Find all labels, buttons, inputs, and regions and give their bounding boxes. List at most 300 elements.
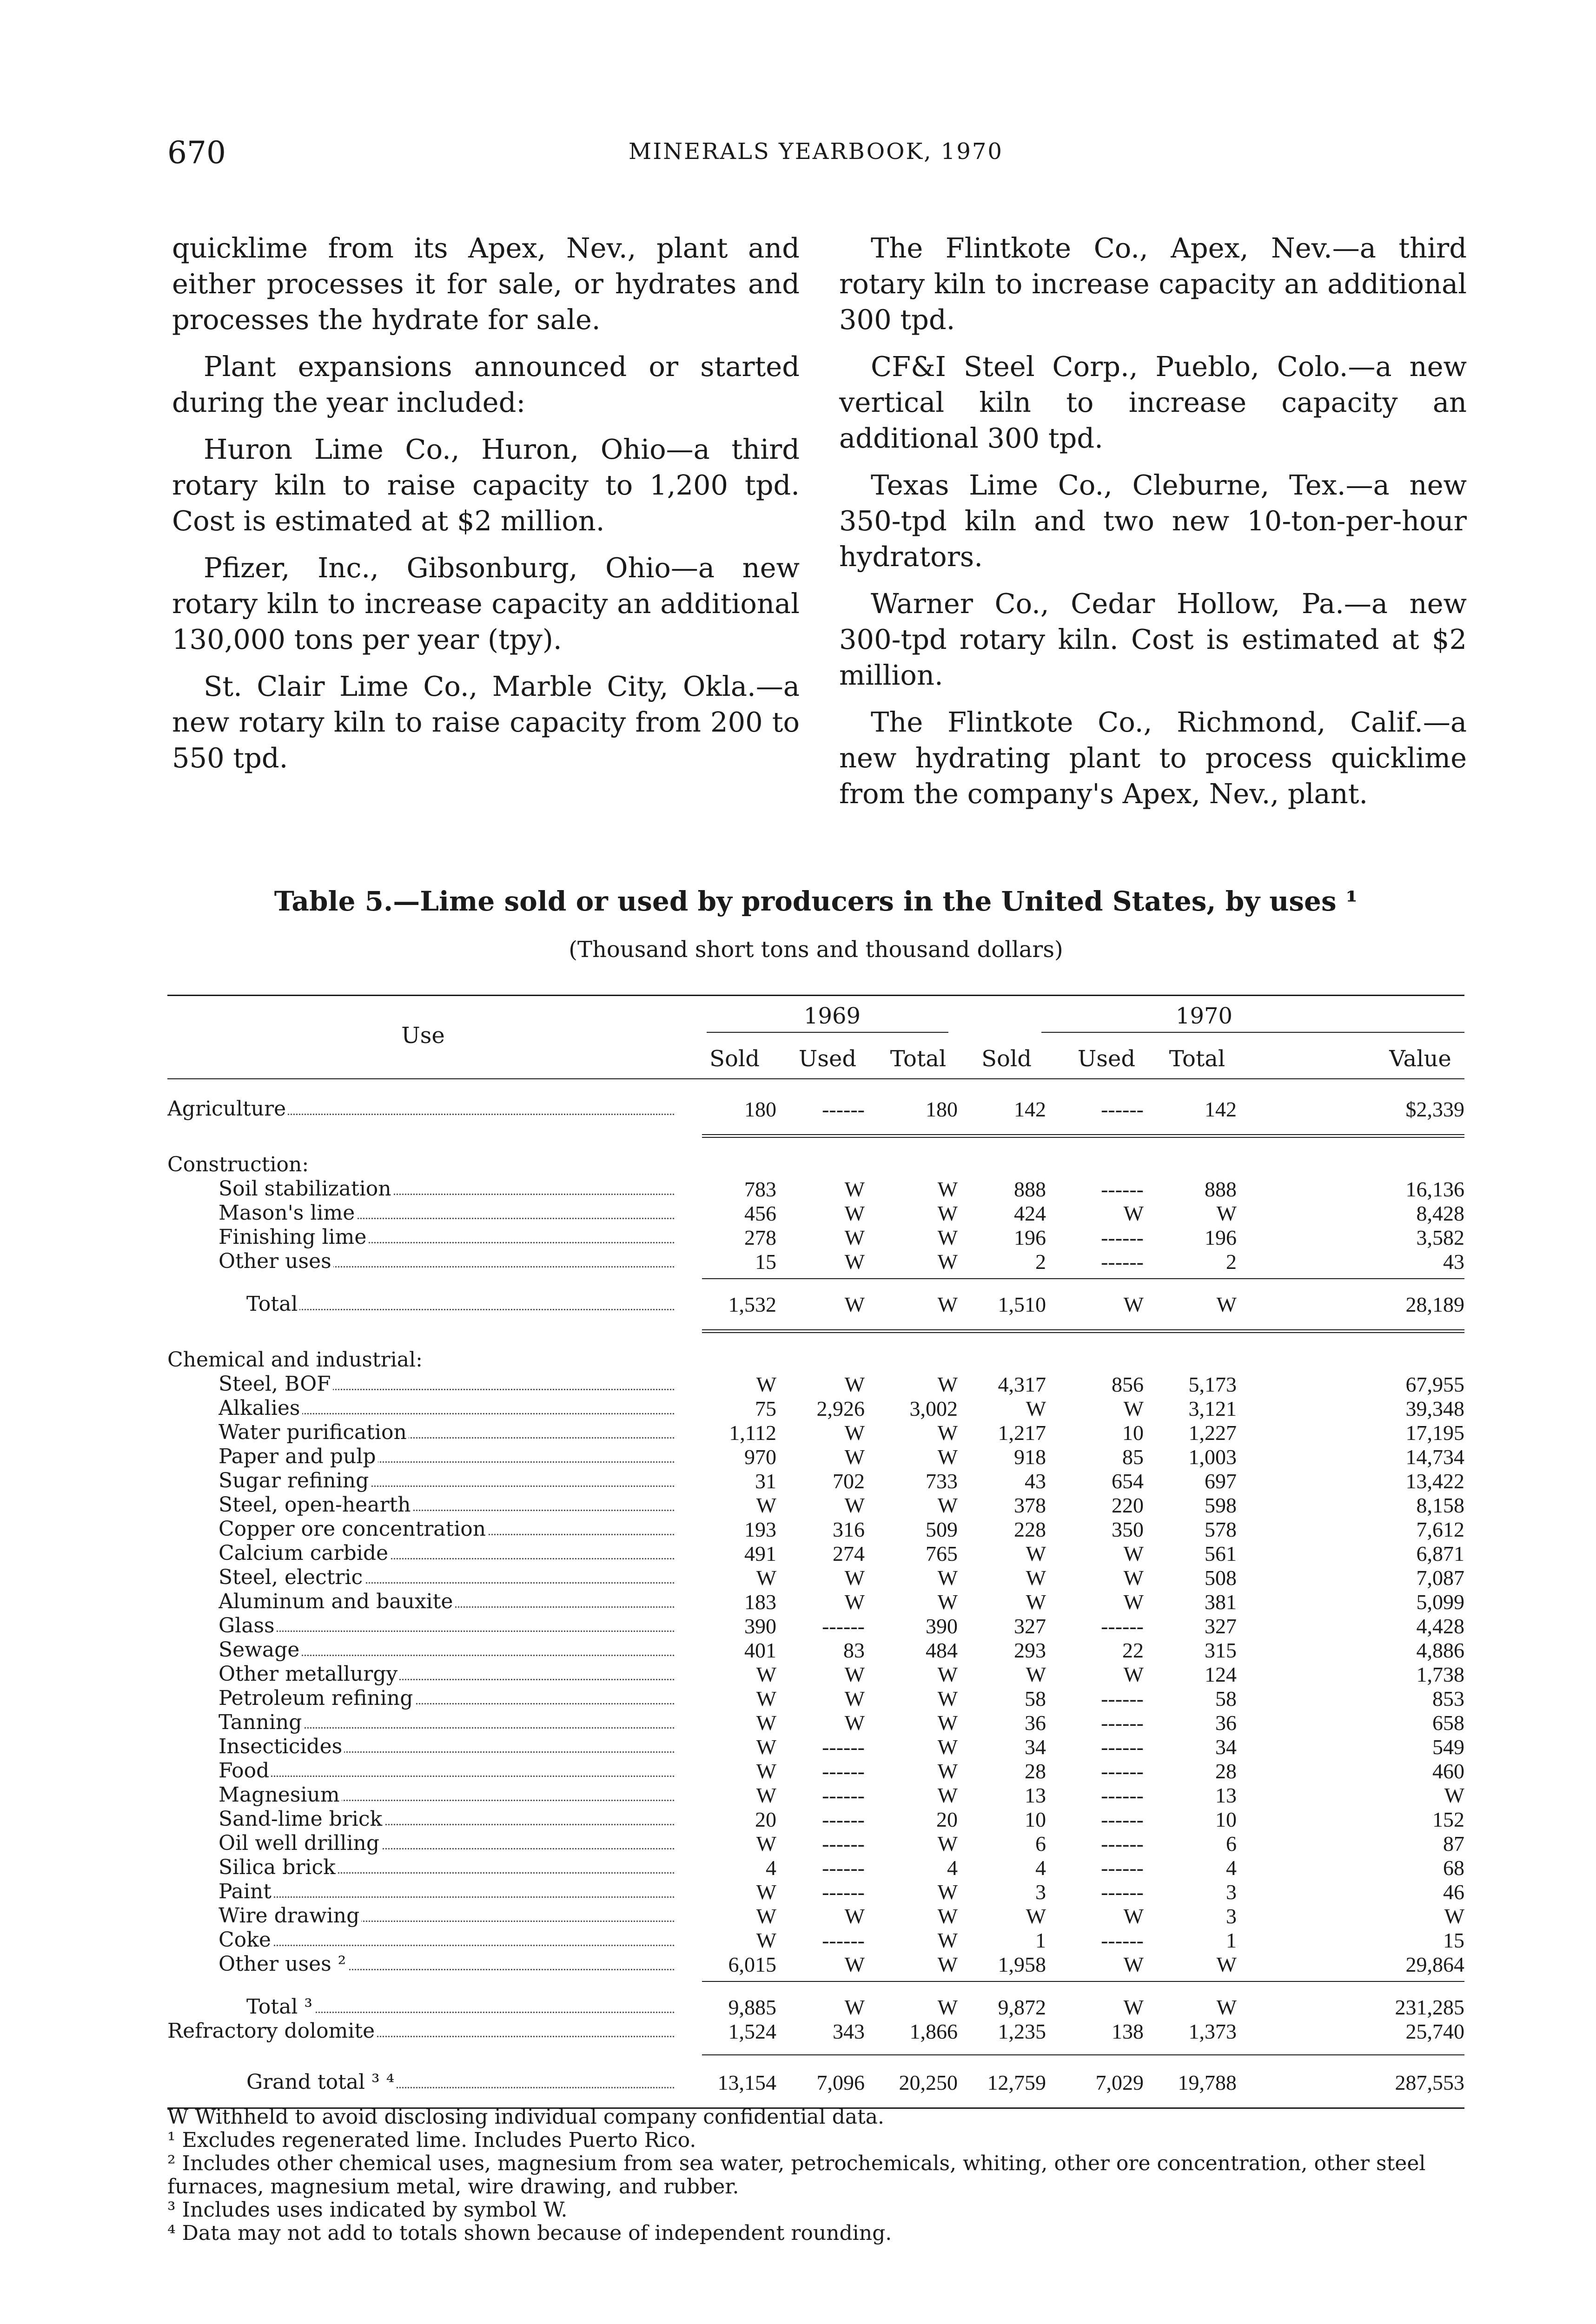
table-cell: 20 [755,1808,776,1831]
row-label [219,1493,674,1517]
chemical-row [167,1686,1464,1710]
paragraph: Huron Lime Co., Huron, Ohio—a third rotary kiln to raise capacity to 1,200 tpd. Cost is estimated at $2 million. [172,433,800,537]
table-cell: ------ [1101,1856,1144,1880]
table-cell: 491 [744,1542,776,1565]
table-cell: W [1216,1293,1237,1316]
table-cell: W [844,1202,865,1225]
table-cell: 3 [1035,1880,1046,1904]
table-cell: 13 [1215,1783,1237,1807]
table-cell: W [1216,1995,1237,2019]
chemical-row [167,1662,1464,1685]
table-cell: W [1026,1590,1046,1614]
table-cell: ------ [822,1880,865,1904]
table-cell: 315 [1205,1638,1237,1662]
chemical-row [167,1445,1464,1468]
chemical-row [167,1565,1464,1589]
row-label-text: Sand-lime brick [219,1807,384,1831]
table-cell: W [937,1421,958,1445]
table-cell: W [844,1226,865,1249]
table-cell: W [756,1711,776,1735]
table-cell: W [1026,1542,1046,1565]
table-cell: 3,121 [1188,1397,1237,1420]
table-cell: W [756,1880,776,1904]
table-rule [702,1137,1464,1138]
row-label [246,1292,674,1316]
table-cell: 25,740 [1405,2020,1464,2043]
table-cell: W [1123,1397,1144,1420]
row-label-text: Agriculture [167,1097,288,1121]
row-label [219,1952,674,1976]
column-header: Used [1077,1046,1136,1072]
chemical-row [167,1517,1464,1540]
table-cell: 2 [1226,1250,1237,1274]
construction-row [167,1249,1464,1273]
table-cell: W [756,1566,776,1590]
construction-row [167,1225,1464,1248]
table-cell: W [844,1995,865,2019]
chemical-row [167,1807,1464,1830]
column-header: Sold [709,1046,760,1072]
table-cell: W [937,1590,958,1614]
construction-row [167,1201,1464,1224]
table-rule [702,1981,1464,1982]
section-heading-label: Chemical and industrial: [167,1348,423,1372]
row-label [219,1880,674,1903]
table-cell: W [1026,1397,1046,1420]
row-label [219,1590,674,1613]
row-label-text: Food [219,1759,271,1783]
table-cell: 124 [1205,1663,1237,1686]
row-label [219,1565,674,1589]
table-cell: 43 [1443,1250,1464,1274]
table-cell: W [844,1421,865,1445]
right-text-column [839,230,1467,823]
table-cell: W [756,1783,776,1807]
chemical-row [167,1493,1464,1516]
chemical-row [167,1735,1464,1758]
table-cell: 7,029 [1095,2071,1144,2094]
table-top-rule [167,995,1464,996]
table-cell: 85 [1122,1445,1144,1469]
table-cell: W [937,1735,958,1759]
paragraph: Warner Co., Cedar Hollow, Pa.—a new 300-tpd rotary kiln. Cost is estimated at $2 million. [839,588,1467,691]
table-title: Table 5.—Lime sold or used by producers in the United States, by uses ¹ [274,885,1358,917]
table-cell: 58 [1215,1687,1237,1710]
table-cell: 4,317 [998,1373,1046,1396]
table-cell: ------ [1101,1832,1144,1855]
table-subtitle: (Thousand short tons and thousand dollars) [569,937,1063,963]
row-label-text: Magnesium [219,1783,342,1807]
table-cell: W [937,1832,958,1855]
table-cell: ------ [822,1832,865,1855]
table-cell: 1,532 [728,1293,776,1316]
row-label-text: Copper ore concentration [219,1517,488,1541]
chemical-row [167,1614,1464,1637]
table-cell: 327 [1014,1614,1046,1638]
table-cell: W [1123,1542,1144,1565]
running-title: MINERALS YEARBOOK, 1970 [629,139,1003,165]
table-cell: 142 [1014,1097,1046,1121]
table-cell: 196 [1014,1226,1046,1249]
table-cell: 28,189 [1405,1293,1464,1316]
table-rule [702,2054,1464,2055]
table-cell: 654 [1112,1469,1144,1493]
table-cell: 888 [1205,1177,1237,1201]
table-cell: 29,864 [1405,1953,1464,1976]
footnote: W Withheld to avoid disclosing individual company confidential data. [167,2105,884,2129]
table-cell: W [844,1493,865,1517]
table-cell: ------ [1101,1759,1144,1783]
table-cell: 87 [1443,1832,1464,1855]
table-cell: 4 [1226,1856,1237,1880]
table-cell: 1,003 [1188,1445,1237,1469]
table-cell: 12,759 [987,2071,1046,2094]
table-rule [702,1134,1464,1135]
table-cell: 22 [1122,1638,1144,1662]
row-label [219,1201,674,1225]
table-cell: ------ [1101,1614,1144,1638]
table-cell: W [844,1250,865,1274]
construction-row [167,1177,1464,1200]
table-cell: 7,612 [1416,1518,1464,1541]
row-label-text: Oil well drilling [219,1831,381,1855]
table-cell: 561 [1205,1542,1237,1565]
table-cell: W [1123,1202,1144,1225]
chemical-row [167,1831,1464,1855]
paragraph: St. Clair Lime Co., Marble City, Okla.—a new rotary kiln to raise capacity from 200 to 550 tpd. [172,670,800,774]
table-cell: ------ [822,1735,865,1759]
table-cell: 598 [1205,1493,1237,1517]
table-cell: W [1444,1783,1464,1807]
row-label [219,1686,674,1710]
year-rule [1041,1032,1464,1033]
table-cell: 702 [833,1469,865,1493]
table-cell: 17,195 [1405,1421,1464,1445]
table-cell: 888 [1014,1177,1046,1201]
table-cell: 733 [926,1469,958,1493]
table-cell: 36 [1215,1711,1237,1735]
year-header-1969: 1969 [803,1003,861,1029]
table-cell: 75 [755,1397,776,1420]
table-cell: 46 [1443,1880,1464,1904]
table-cell: $2,339 [1405,1097,1464,1121]
table-cell: 5,173 [1188,1373,1237,1396]
table-cell: W [937,1711,958,1735]
table-cell: 152 [1432,1808,1464,1831]
table-cell: W [756,1904,776,1928]
table-cell: ------ [1101,1177,1144,1201]
table-cell: W [844,1566,865,1590]
table-cell: 34 [1025,1735,1046,1759]
table-cell: ------ [1101,1880,1144,1904]
table-cell: 1,217 [998,1421,1046,1445]
table-cell: W [1026,1904,1046,1928]
table-cell: W [844,1953,865,1976]
table-cell: W [1216,1953,1237,1976]
row-label [219,1517,674,1541]
refractory-row [167,2019,1464,2042]
table-cell: 509 [926,1518,958,1541]
row-label [219,1614,674,1637]
table-cell: W [1026,1663,1046,1686]
paragraph: CF&I Steel Corp., Pueblo, Colo.—a new vertical kiln to increase capacity an additional 300 tpd. [839,350,1467,454]
table-cell: W [844,1373,865,1396]
table-cell: 6 [1226,1832,1237,1855]
footnotes [167,2106,1464,2245]
table-cell: W [937,1783,958,1807]
table-cell: 381 [1205,1590,1237,1614]
column-header: Used [798,1046,857,1072]
row-label-text: Paint [219,1880,273,1903]
table-cell: 15 [1443,1928,1464,1952]
chemical-row [167,1710,1464,1734]
table-cell: W [756,1928,776,1952]
column-header: Total [890,1046,947,1072]
use-column-header: Use [401,1023,445,1049]
row-label [219,1372,674,1396]
table-cell: ------ [1101,1783,1144,1807]
table-cell: 4,886 [1416,1638,1464,1662]
paragraph: Texas Lime Co., Cleburne, Tex.—a new 350-tpd kiln and two new 10-ton-per-hour hydrators. [839,469,1467,573]
paragraph: The Flintkote Co., Apex, Nev.—a third rotary kiln to increase capacity an additional 300 tpd. [839,232,1467,336]
table-cell: 3,002 [909,1397,958,1420]
table-cell: 1,227 [1188,1421,1237,1445]
table-cell: 8,158 [1416,1493,1464,1517]
table-cell: 193 [744,1518,776,1541]
table-cell: 16,136 [1405,1177,1464,1201]
row-label-text: Soil stabilization [219,1177,393,1201]
table-cell: W [756,1687,776,1710]
table-cell: 13 [1025,1783,1046,1807]
table-cell: W [844,1590,865,1614]
section-heading [167,1153,1464,1176]
row-label-text: Steel, BOF [219,1372,333,1396]
table-cell: 231,285 [1395,1995,1464,2019]
table-cell: W [844,1663,865,1686]
row-label [219,1225,674,1249]
chemical-row [167,1952,1464,1975]
row-label [219,1469,674,1492]
section-heading [167,1348,1464,1371]
table-cell: 36 [1025,1711,1046,1735]
table-cell: 7,087 [1416,1566,1464,1590]
row-label [219,1904,674,1928]
table-cell: 508 [1205,1566,1237,1590]
table-cell: 378 [1014,1493,1046,1517]
column-header: Value [1389,1046,1451,1072]
table-rule [702,1278,1464,1279]
paragraph: quicklime from its Apex, Nev., plant and either processes it for sale, or hydrates and processes the hydrate for sale. [172,232,800,336]
table-cell: 918 [1014,1445,1046,1469]
table-cell: 316 [833,1518,865,1541]
table-cell: W [937,1904,958,1928]
section-heading-label: Construction: [167,1153,309,1176]
table-cell: W [937,1293,958,1316]
row-label [246,1995,674,2019]
table-cell: ------ [1101,1250,1144,1274]
row-label [219,1445,674,1468]
table-cell: 138 [1112,2020,1144,2043]
table-cell: 2,926 [816,1397,865,1420]
paragraph: Pfizer, Inc., Gibsonburg, Ohio—a new rotary kiln to increase capacity an additional 130,000 tons per year (tpy). [172,552,800,655]
agriculture-row [167,1097,1464,1120]
row-label [219,1177,674,1201]
table-cell: 4 [766,1856,776,1880]
row-label-text: Sugar refining [219,1469,371,1492]
table-cell: 853 [1432,1687,1464,1710]
chemical-row [167,1396,1464,1419]
row-label-text: Other metallurgy [219,1662,399,1686]
row-label-text: Water purification [219,1420,409,1444]
row-label-text: Silica brick [219,1855,338,1879]
row-label-text: Alkalies [219,1396,302,1420]
table-cell: 327 [1205,1614,1237,1638]
table-cell: ------ [1101,1097,1144,1121]
chemical-row [167,1855,1464,1879]
row-label [219,1710,674,1734]
table-cell: ------ [1101,1928,1144,1952]
table-cell: 7,096 [816,2071,865,2094]
row-label [219,1831,674,1855]
table-cell: 6 [1035,1832,1046,1855]
table-cell: 1,112 [729,1421,776,1445]
header-bottom-rule [167,1078,1464,1079]
table-cell: 456 [744,1202,776,1225]
table-cell: 783 [744,1177,776,1201]
table-cell: 970 [744,1445,776,1469]
row-label-text: Petroleum refining [219,1686,415,1710]
table-cell: W [1123,1995,1144,2019]
table-cell: 68 [1443,1856,1464,1880]
table-cell: 9,885 [728,1995,776,2019]
table-cell: 343 [833,2020,865,2043]
table-cell: ------ [822,1928,865,1952]
row-label-text: Total [246,1292,299,1316]
table-cell: W [756,1735,776,1759]
table-cell: 43 [1025,1469,1046,1493]
table-cell: 10 [1122,1421,1144,1445]
paragraph: The Flintkote Co., Richmond, Calif.—a new hydrating plant to process quicklime from the company's Apex, Nev., plant. [839,706,1467,810]
table-cell: W [756,1759,776,1783]
table-cell: ------ [1101,1687,1144,1710]
row-label-text: Refractory dolomite [167,2019,377,2043]
table-cell: W [937,1226,958,1249]
table-cell: 58 [1025,1687,1046,1710]
table-cell: 293 [1014,1638,1046,1662]
row-label-text: Insecticides [219,1735,344,1758]
table-cell: W [937,1493,958,1517]
row-label-text: Coke [219,1928,273,1952]
row-label [167,2019,674,2043]
table-cell: 183 [744,1590,776,1614]
table-cell: 34 [1215,1735,1237,1759]
paragraph: Plant expansions announced or started during the year included: [172,350,800,418]
table-cell: 10 [1215,1808,1237,1831]
table-cell: 13,422 [1405,1469,1464,1493]
table-cell: 424 [1014,1202,1046,1225]
table-cell: 6,015 [728,1953,776,1976]
chemical-row [167,1590,1464,1613]
table-cell: ------ [822,1808,865,1831]
table-cell: W [937,1663,958,1686]
table-cell: ------ [822,1614,865,1638]
table-cell: 180 [744,1097,776,1121]
table-cell: W [937,1759,958,1783]
table-cell: ------ [822,1759,865,1783]
table-cell: W [937,1880,958,1904]
table-cell: 67,955 [1405,1373,1464,1396]
table-cell: 460 [1432,1759,1464,1783]
row-label [219,1855,674,1879]
table-cell: 1,524 [728,2020,776,2043]
table-cell: 1 [1226,1928,1237,1952]
row-label [219,1249,674,1273]
table-cell: 28 [1215,1759,1237,1783]
table-cell: 1,866 [909,2020,958,2043]
table-cell: 39,348 [1405,1397,1464,1420]
table-cell: 5,099 [1416,1590,1464,1614]
row-label-text: Steel, electric [219,1565,364,1589]
table-cell: 484 [926,1638,958,1662]
table-cell: W [937,1953,958,1976]
table-cell: 4 [1035,1856,1046,1880]
chemical-row [167,1783,1464,1806]
construction-total-row [167,1292,1464,1315]
table-cell: 2 [1035,1250,1046,1274]
row-label-text: Steel, open-hearth [219,1493,413,1517]
table-cell: ------ [1101,1808,1144,1831]
row-label-text: Other uses [219,1249,333,1273]
row-label-text: Sewage [219,1638,301,1662]
grand-total-row [167,2070,1464,2093]
table-cell: 19,788 [1178,2071,1237,2094]
table-cell: 350 [1112,1518,1144,1541]
table-rule [702,1332,1464,1333]
row-label-text: Glass [219,1614,277,1637]
table-cell: W [1123,1953,1144,1976]
table-cell: 9,872 [998,1995,1046,2019]
row-label [219,1638,674,1662]
row-label-text: Mason's lime [219,1201,357,1225]
table-cell: W [1216,1202,1237,1225]
table-cell: ------ [1101,1735,1144,1759]
row-label-text: Grand total ³ ⁴ [246,2070,396,2094]
table-cell: 180 [926,1097,958,1121]
table-cell: 697 [1205,1469,1237,1493]
row-label-text: Finishing lime [219,1225,368,1249]
table-cell: 228 [1014,1518,1046,1541]
table-cell: ------ [822,1783,865,1807]
table-cell: ------ [1101,1226,1144,1249]
row-label-text: Tanning [219,1710,304,1734]
row-label [219,1541,674,1565]
table-cell: 278 [744,1226,776,1249]
chemical-row [167,1372,1464,1395]
table-cell: 3 [1226,1880,1237,1904]
chemical-row [167,1880,1464,1903]
table-cell: 1,510 [998,1293,1046,1316]
row-label [219,1807,674,1831]
year-rule [707,1032,948,1033]
table-cell: W [844,1687,865,1710]
table-cell: W [756,1493,776,1517]
row-label-text: Other uses ² [219,1952,348,1976]
row-label-text: Paper and pulp [219,1445,378,1468]
footnote: ³ Includes uses indicated by symbol W. [167,2198,568,2222]
table-cell: ------ [1101,1711,1144,1735]
row-label-text: Aluminum and bauxite [219,1590,455,1613]
table-cell: W [937,1995,958,2019]
